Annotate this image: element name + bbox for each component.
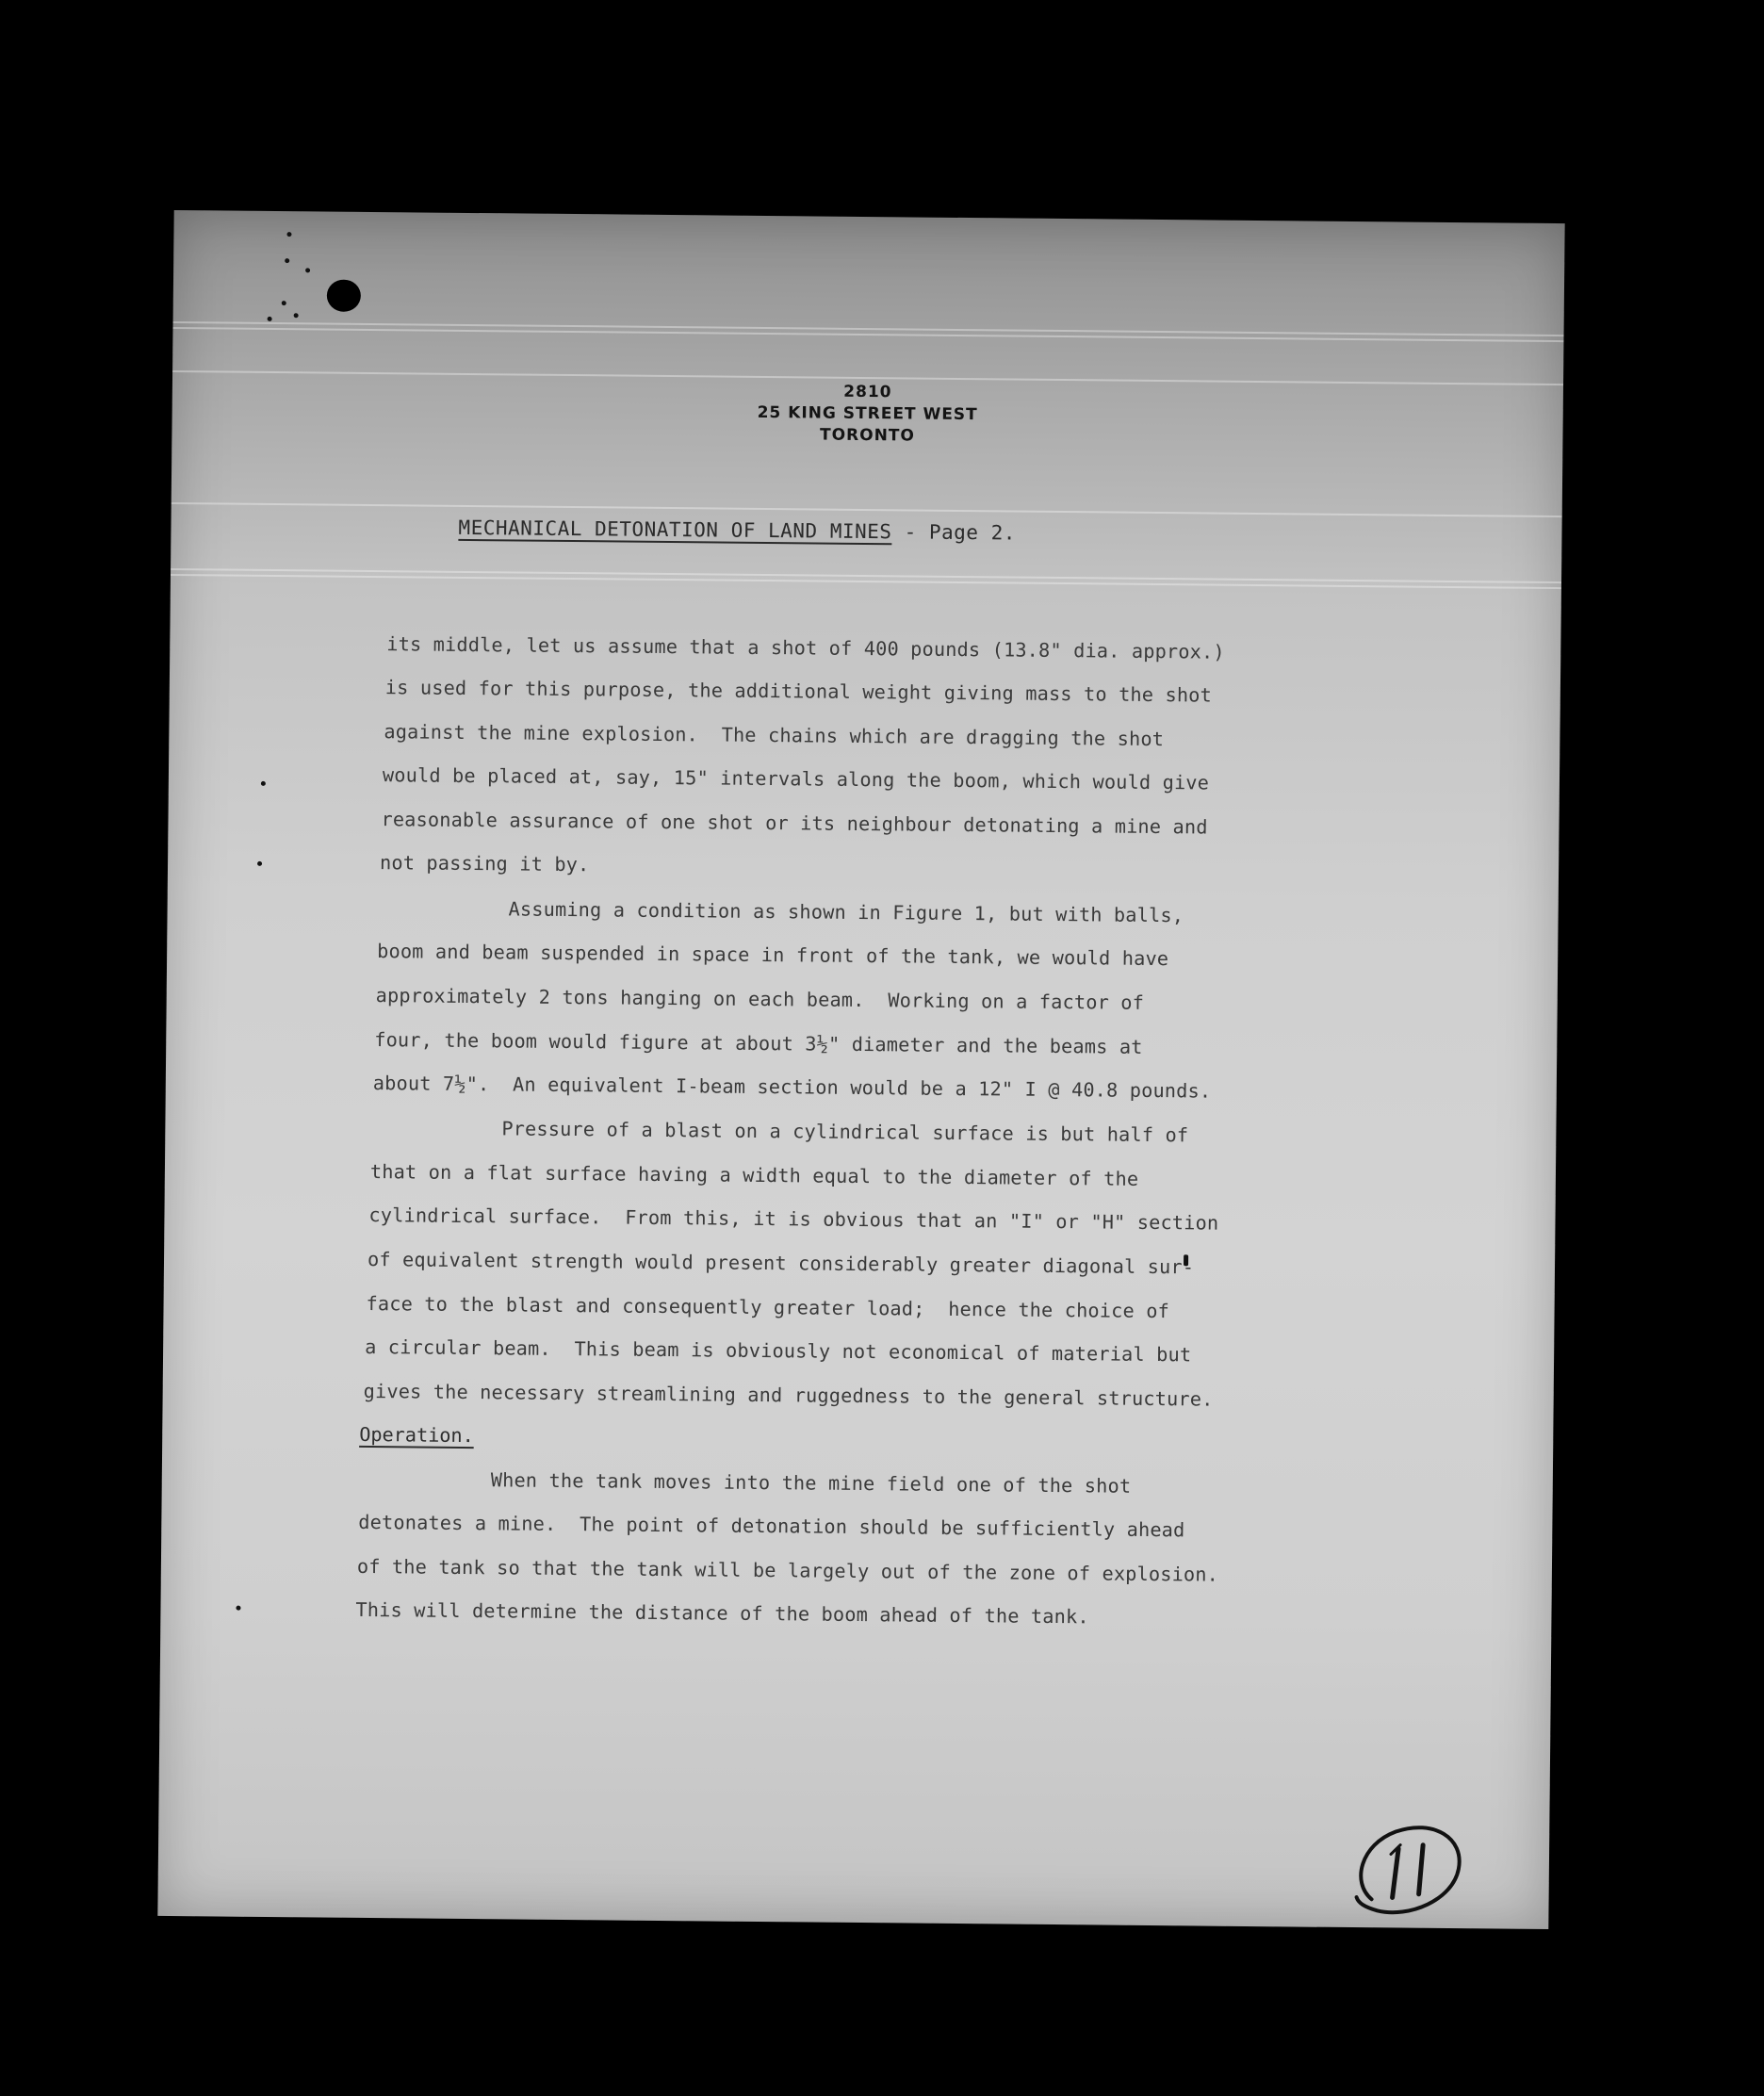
text-line: face to the blast and consequently greater load; hence the choice of [366,1291,1170,1323]
text-line: four, the boom would figure at about 3½" diameter and the beams at [374,1028,1143,1058]
text-line: is used for this purpose, the additional weight giving mass to the shot [384,676,1213,707]
text-line: cylindrical surface. From this, it is obvious that an "I" or "H" section [368,1203,1219,1235]
speck [268,317,272,321]
letterhead-street: 25 KING STREET WEST [757,402,978,425]
speck [294,313,299,318]
speck [286,232,291,237]
text-line: boom and beam suspended in space in front of the tank, we would have [377,940,1169,971]
text-line: approximately 2 tons hanging on each beam. Working on a factor of [375,984,1145,1014]
document-heading [458,516,1016,545]
letterhead-city: TORONTO [819,425,915,446]
text-line: of the tank so that the tank will be largely out of the zone of explosion. [356,1554,1219,1586]
text-line: of equivalent strength would present considerably greater diagonal sur- [367,1247,1195,1279]
text-line: a circular beam. This beam is obviously not economical of material but [365,1335,1192,1367]
text-line: against the mine explosion. The chains which are dragging the shot [384,720,1165,751]
letterhead [172,375,1563,453]
speck [261,781,266,786]
speck [236,1606,240,1611]
text-line: This will determine the distance of the boom ahead of the tank. [355,1597,1089,1629]
text-line: would be placed at, say, 15" intervals along the boom, which would give [382,763,1210,794]
text-line: its middle, let us assume that a shot of 400 pounds (13.8" dia. approx.) [386,632,1225,663]
speck [257,861,262,866]
letterhead-number: 2810 [843,382,892,402]
text-line: detonates a mine. The point of detonation should be sufficiently ahead [358,1510,1185,1542]
heading-title: MECHANICAL DETONATION OF LAND MINES [458,516,892,544]
speck [305,268,310,272]
text-line: When the tank moves into the mine field one of the shot [490,1468,1132,1498]
scan-band [172,502,1562,517]
text-line: Pressure of a blast on a cylindrical surface is but half of [501,1117,1189,1147]
page-label: - Page 2. [891,520,1017,545]
text-line: gives the necessary streamlining and ruggedness to the general structure. [363,1379,1214,1411]
text-line: about 7½". An equivalent I-beam section would be a 12" I @ 40.8 pounds. [372,1072,1212,1103]
speck [285,258,289,263]
paper-sheet [157,210,1564,1929]
section-heading: Operation. [359,1422,474,1448]
punch-hole [327,280,361,312]
handwritten-page-number-icon [1343,1816,1476,1929]
text-line: reasonable assurance of one shot or its neighbour detonating a mine and [381,808,1208,839]
text-line: not passing it by. [379,851,590,876]
text-line: that on a flat surface having a width equal to the diameter of the [369,1160,1139,1190]
speck [282,301,286,305]
text-line: Assuming a condition as shown in Figure 1, but with balls, [508,897,1184,927]
